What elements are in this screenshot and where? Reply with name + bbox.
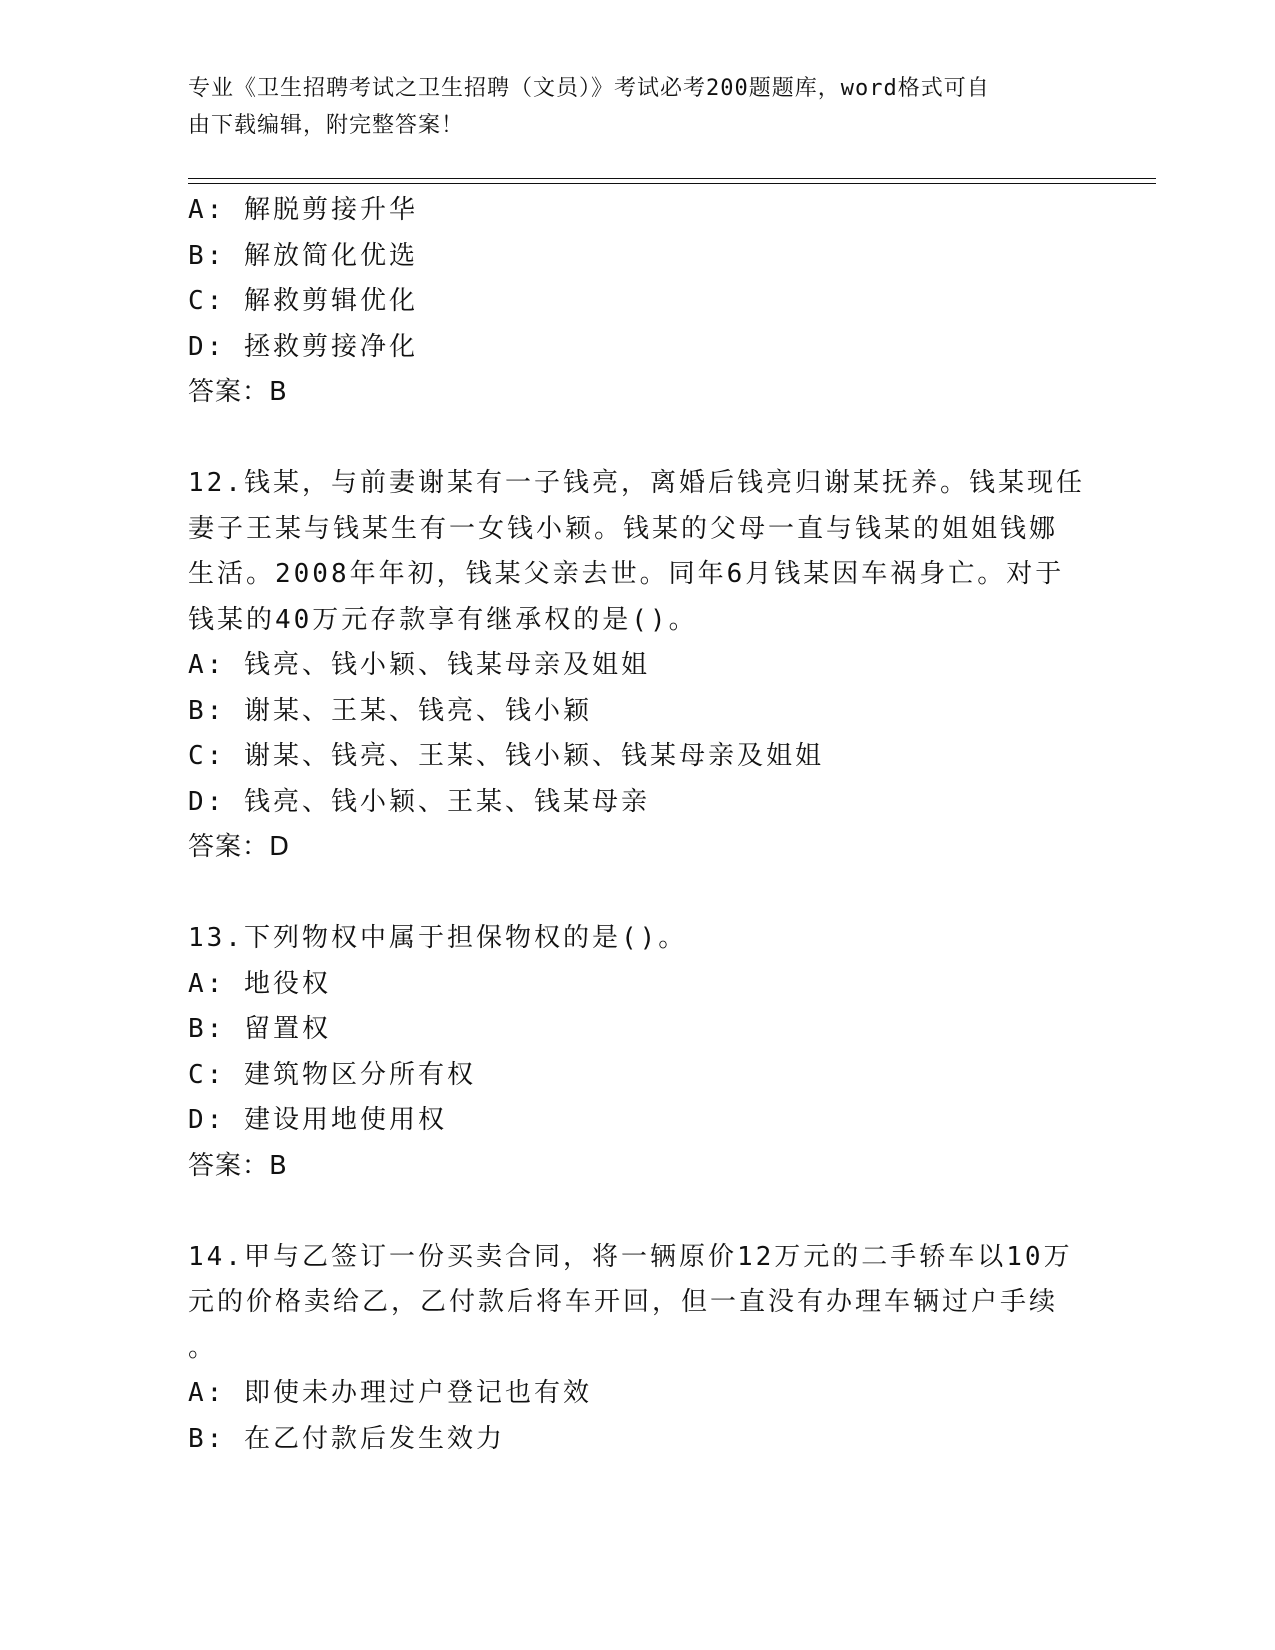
question-12 bbox=[188, 461, 1108, 871]
question-13 bbox=[188, 916, 1108, 1189]
q14-option-a: A: 即使未办理过户登记也有效 bbox=[188, 1378, 592, 1408]
q13-answer: 答案：B bbox=[188, 1150, 288, 1181]
q11-option-b: B: 解放简化优选 bbox=[188, 240, 418, 271]
question-11 bbox=[188, 188, 1108, 416]
q12-option-c: C: 谢某、钱亮、王某、钱小颖、钱某母亲及姐姐 bbox=[188, 741, 824, 771]
q11-option-c: C: 解救剪辑优化 bbox=[188, 286, 418, 316]
q14-stem-line-1: 14.甲与乙签订一份买卖合同，将一辆原价12万元的二手轿车以10万 bbox=[188, 1241, 1073, 1272]
question-content bbox=[188, 188, 1108, 1462]
q13-stem-line-1: 13.下列物权中属于担保物权的是()。 bbox=[188, 923, 688, 953]
q11-answer: 答案：B bbox=[188, 377, 288, 407]
q12-stem-line-3: 生活。2008年年初，钱某父亲去世。同年6月钱某因车祸身亡。对于 bbox=[188, 559, 1065, 589]
q13-option-b: B: 留置权 bbox=[188, 1014, 331, 1044]
q12-stem-line-1: 12.钱某，与前妻谢某有一子钱亮，离婚后钱亮归谢某抚养。钱某现任 bbox=[188, 468, 1085, 498]
document-header bbox=[188, 70, 1068, 144]
q14-stem-line-3: 。 bbox=[188, 1332, 218, 1363]
q13-option-c: C: 建筑物区分所有权 bbox=[188, 1059, 476, 1090]
q12-option-d: D: 钱亮、钱小颖、王某、钱某母亲 bbox=[188, 786, 650, 817]
q12-option-b: B: 谢某、王某、钱亮、钱小颖 bbox=[188, 695, 592, 726]
q13-option-d: D: 建设用地使用权 bbox=[188, 1105, 447, 1135]
header-line-2: 由下载编辑，附完整答案！ bbox=[188, 113, 465, 138]
spacer bbox=[188, 871, 1108, 917]
header-rule-bottom bbox=[188, 183, 1156, 184]
q14-stem-line-2: 元的价格卖给乙，乙付款后将车开回，但一直没有办理车辆过户手续 bbox=[188, 1287, 1059, 1317]
question-14 bbox=[188, 1235, 1108, 1463]
q12-stem-line-4: 钱某的40万元存款享有继承权的是()。 bbox=[188, 604, 698, 635]
q12-answer: 答案：D bbox=[188, 832, 291, 862]
q14-option-b: B: 在乙付款后发生效力 bbox=[188, 1423, 505, 1454]
q13-option-a: A: 地役权 bbox=[188, 968, 331, 999]
spacer bbox=[188, 416, 1108, 462]
q11-option-a: A: 解脱剪接升华 bbox=[188, 195, 418, 225]
header-line-1: 专业《卫生招聘考试之卫生招聘（文员）》考试必考200题题库，word格式可自 bbox=[188, 76, 990, 101]
q12-option-a: A: 钱亮、钱小颖、钱某母亲及姐姐 bbox=[188, 650, 650, 680]
spacer bbox=[188, 1189, 1108, 1235]
q11-option-d: D: 拯救剪接净化 bbox=[188, 331, 418, 362]
q12-stem-line-2: 妻子王某与钱某生有一女钱小颖。钱某的父母一直与钱某的姐姐钱娜 bbox=[188, 513, 1059, 544]
header-rule-top bbox=[188, 178, 1156, 179]
